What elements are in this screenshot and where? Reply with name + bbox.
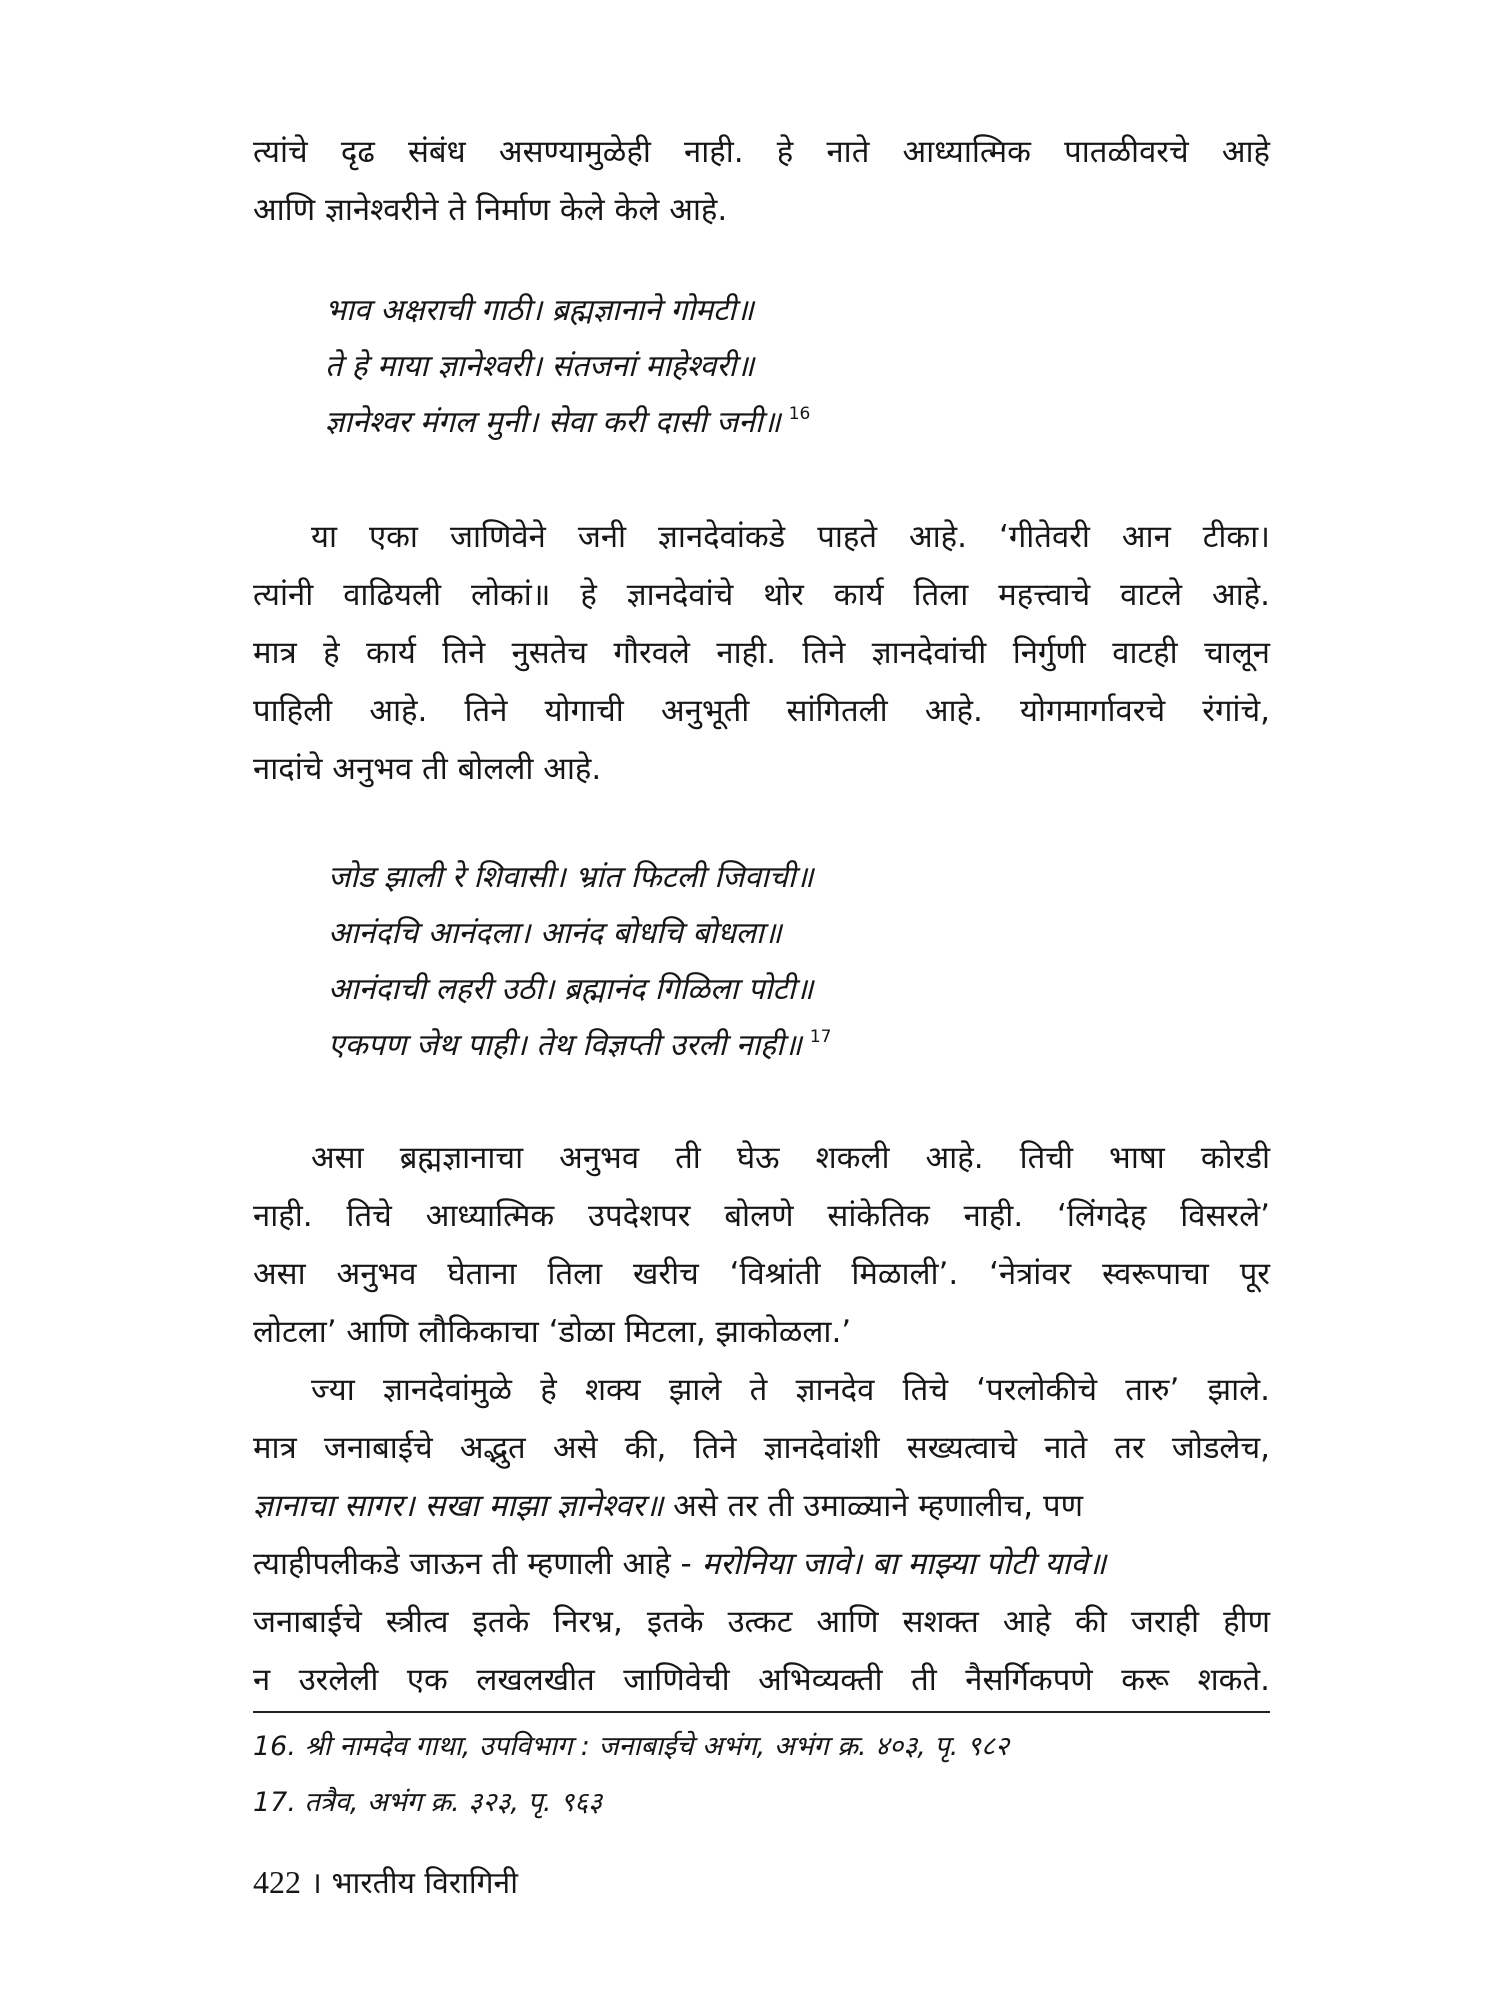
inline-quote: ज्ञानाचा सागर। सखा माझा ज्ञानेश्वर॥ <box>253 1488 664 1524</box>
paragraph-line: त्याहीपलीकडे जाऊन ती म्हणाली आहे - मरोनिया जावे। बा माझ्या पोटी यावे॥ <box>253 1546 1107 1582</box>
inline-quote: मरोनिया जावे। बा माझ्या पोटी यावे॥ <box>701 1546 1107 1582</box>
paragraph-line: ज्ञानाचा सागर। सखा माझा ज्ञानेश्वर॥ असे तर ती उमाळ्याने म्हणालीच, पण <box>253 1488 1084 1524</box>
paragraph-line: ज्या ज्ञानदेवांमुळे हे शक्य झाले ते ज्ञानदेव तिचे ‘परलोकीचे तारु’ झाले. <box>311 1372 1270 1408</box>
paragraph-line: आणि ज्ञानेश्वरीने ते निर्माण केले केले आहे. <box>253 192 728 228</box>
page-footer <box>253 1860 518 1906</box>
verse-line: आनंदचि आनंदला। आनंद बोधचि बोधला॥ <box>328 916 782 951</box>
paragraph-line: या एका जाणिवेने जनी ज्ञानदेवांकडे पाहते आहे. ‘गीतेवरी आन टीका। <box>311 519 1270 555</box>
paragraph-line: मात्र जनाबाईचे अद्भुत असे की, तिने ज्ञानदेवांशी सख्यत्वाचे नाते तर जोडलेच, <box>253 1430 1270 1466</box>
footer-separator: । <box>310 1866 322 1901</box>
verse-line: एकपण जेथ पाही। तेथ विज्ञप्ती उरली नाही॥ $^{17}$ <box>328 1027 832 1063</box>
verse-line: जोड झाली रे शिवासी। भ्रांत फिटली जिवाची॥ <box>328 860 814 895</box>
paragraph-line: लोटला’ आणि लौकिकाचा ‘डोळा मिटला, झाकोळला.’ <box>253 1314 852 1350</box>
paragraph-line: पाहिली आहे. तिने योगाची अनुभूती सांगितली आहे. योगमार्गावरचे रंगांचे, <box>253 693 1270 729</box>
footnote-marker: 16 <box>788 404 811 424</box>
verse-line: ते हे माया ज्ञानेश्वरी। संतजनां माहेश्वरी॥ <box>325 349 755 384</box>
paragraph-line: असा ब्रह्मज्ञानाचा अनुभव ती घेऊ शकली आहे. तिची भाषा कोरडी <box>311 1140 1270 1176</box>
footnote-divider <box>253 1711 1270 1713</box>
book-title: भारतीय विरागिनी <box>331 1866 518 1901</box>
verse-line: आनंदाची लहरी उठी। ब्रह्मानंद गिळिला पोटी॥ <box>328 972 814 1007</box>
verse-line: ज्ञानेश्वर मंगल मुनी। सेवा करी दासी जनी॥ $^{16}$ <box>325 404 811 440</box>
paragraph-line: नाही. तिचे आध्यात्मिक उपदेशपर बोलणे सांकेतिक नाही. ‘लिंगदेह विसरले’ <box>253 1198 1270 1234</box>
page-number: 422 <box>253 1864 301 1900</box>
paragraph-line: मात्र हे कार्य तिने नुसतेच गौरवले नाही. तिने ज्ञानदेवांची निर्गुणी वाटही चालून <box>253 635 1270 671</box>
paragraph-line: न उरलेली एक लखलखीत जाणिवेची अभिव्यक्ती ती नैसर्गिकपणे करू शकते. <box>253 1662 1270 1698</box>
paragraph-line: नादांचे अनुभव ती बोलली आहे. <box>253 751 602 787</box>
footnote: 17. तत्रैव, अभंग क्र. ३२३, पृ. ९६३ <box>253 1787 603 1818</box>
verse-line: भाव अक्षराची गाठी। ब्रह्मज्ञानाने गोमटी॥ <box>325 293 754 328</box>
footnote-marker: 17 <box>809 1027 832 1047</box>
paragraph-line: त्यांनी वाढियली लोकां॥ हे ज्ञानदेवांचे थोर कार्य तिला महत्त्वाचे वाटले आहे. <box>253 577 1270 613</box>
paragraph-line: जनाबाईचे स्त्रीत्व इतके निरभ्र, इतके उत्कट आणि सशक्त आहे की जराही हीण <box>253 1604 1270 1640</box>
paragraph-line: असा अनुभव घेताना तिला खरीच ‘विश्रांती मिळाली’. ‘नेत्रांवर स्वरूपाचा पूर <box>253 1256 1270 1292</box>
footnote: 16. श्री नामदेव गाथा, उपविभाग : जनाबाईचे अभंग, अभंग क्र. ४०३, पृ. ९८२ <box>253 1731 1010 1762</box>
paragraph-line: त्यांचे दृढ संबंध असण्यामुळेही नाही. हे नाते आध्यात्मिक पातळीवरचे आहे <box>253 134 1270 170</box>
